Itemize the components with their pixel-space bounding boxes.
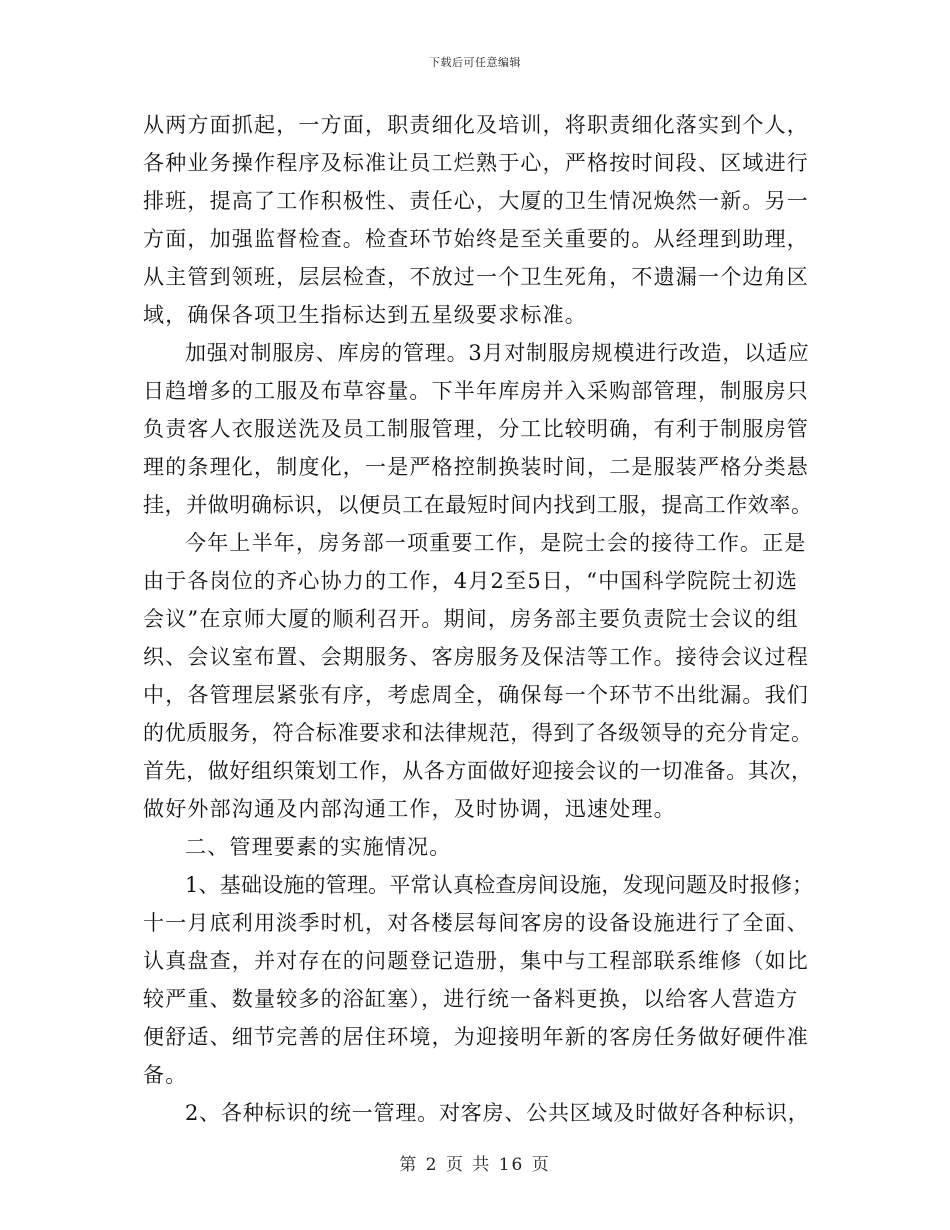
body-line: 首先，做好组织策划工作，从各方面做好迎接会议的一切准备。其次， <box>143 759 813 783</box>
body-line: 排班，提高了工作积极性、责任心，大厦的卫生情况焕然一新。另一 <box>143 189 809 213</box>
body-line: 做好外部沟通及内部沟通工作，及时协调，迅速处理。 <box>143 797 676 821</box>
body-line: 方面，加强监督检查。检查环节始终是至关重要的。从经理到助理， <box>143 227 809 251</box>
body-line: 域，确保各项卫生指标达到五星级要求标准。 <box>143 303 587 327</box>
body-line: 负责客人衣服送洗及员工制服管理，分工比较明确，有利于制服房管 <box>143 417 809 441</box>
body-line: 由于各岗位的齐心协力的工作，4月2至5日，“中国科学院院士初选 <box>143 569 799 593</box>
body-line: 备。 <box>143 1063 188 1087</box>
paragraph-start-line: 加强对制服房、库房的管理。3月对制服房规模进行改造，以适应 <box>185 341 810 365</box>
body-line: 从主管到领班，层层检查，不放过一个卫生死角，不遗漏一个边角区 <box>143 265 809 289</box>
document-body <box>143 106 813 1132</box>
body-line: 会议”在京师大厦的顺利召开。期间，房务部主要负责院士会议的组 <box>143 607 799 631</box>
paragraph-start-line: 2、各种标识的统一管理。对客房、公共区域及时做好各种标识， <box>185 1101 810 1125</box>
section-heading: 二、管理要素的实施情况。 <box>185 835 452 859</box>
body-line: 中，各管理层紧张有序，考虑周全，确保每一个环节不出纰漏。我们 <box>143 683 809 707</box>
body-line: 挂，并做明确标识，以便员工在最短时间内找到工服，提高工作效率。 <box>143 493 813 517</box>
body-line: 的优质服务，符合标准要求和法律规范，得到了各级领导的充分肯定。 <box>143 721 813 745</box>
body-line: 各种业务操作程序及标准让员工烂熟于心，严格按时间段、区域进行 <box>143 151 809 175</box>
body-line: 认真盘查，并对存在的问题登记造册，集中与工程部联系维修（如比 <box>143 949 809 973</box>
body-line: 较严重、数量较多的浴缸塞），进行统一备料更换，以给客人营造方 <box>143 987 799 1011</box>
paragraph-start-line: 今年上半年，房务部一项重要工作，是院士会的接待工作。正是 <box>185 531 807 555</box>
page-header-note: 下载后可任意编辑 <box>429 56 521 69</box>
body-line: 便舒适、细节完善的居住环境，为迎接明年新的客房任务做好硬件准 <box>143 1025 809 1049</box>
body-line: 织、会议室布置、会期服务、客房服务及保洁等工作。接待会议过程 <box>143 645 809 669</box>
body-line: 十一月底利用淡季时机，对各楼层每间客房的设备设施进行了全面、 <box>143 911 809 935</box>
body-line: 日趋增多的工服及布草容量。下半年库房并入采购部管理，制服房只 <box>143 379 809 403</box>
page-number: 第 2 页 共 16 页 <box>399 1155 551 1175</box>
body-line: 理的条理化，制度化，一是严格控制换装时间，二是服装严格分类悬 <box>143 455 809 479</box>
paragraph-start-line: 1、基础设施的管理。平常认真检查房间设施，发现问题及时报修； <box>185 873 814 897</box>
body-line: 从两方面抓起，一方面，职责细化及培训，将职责细化落实到个人， <box>143 113 809 137</box>
